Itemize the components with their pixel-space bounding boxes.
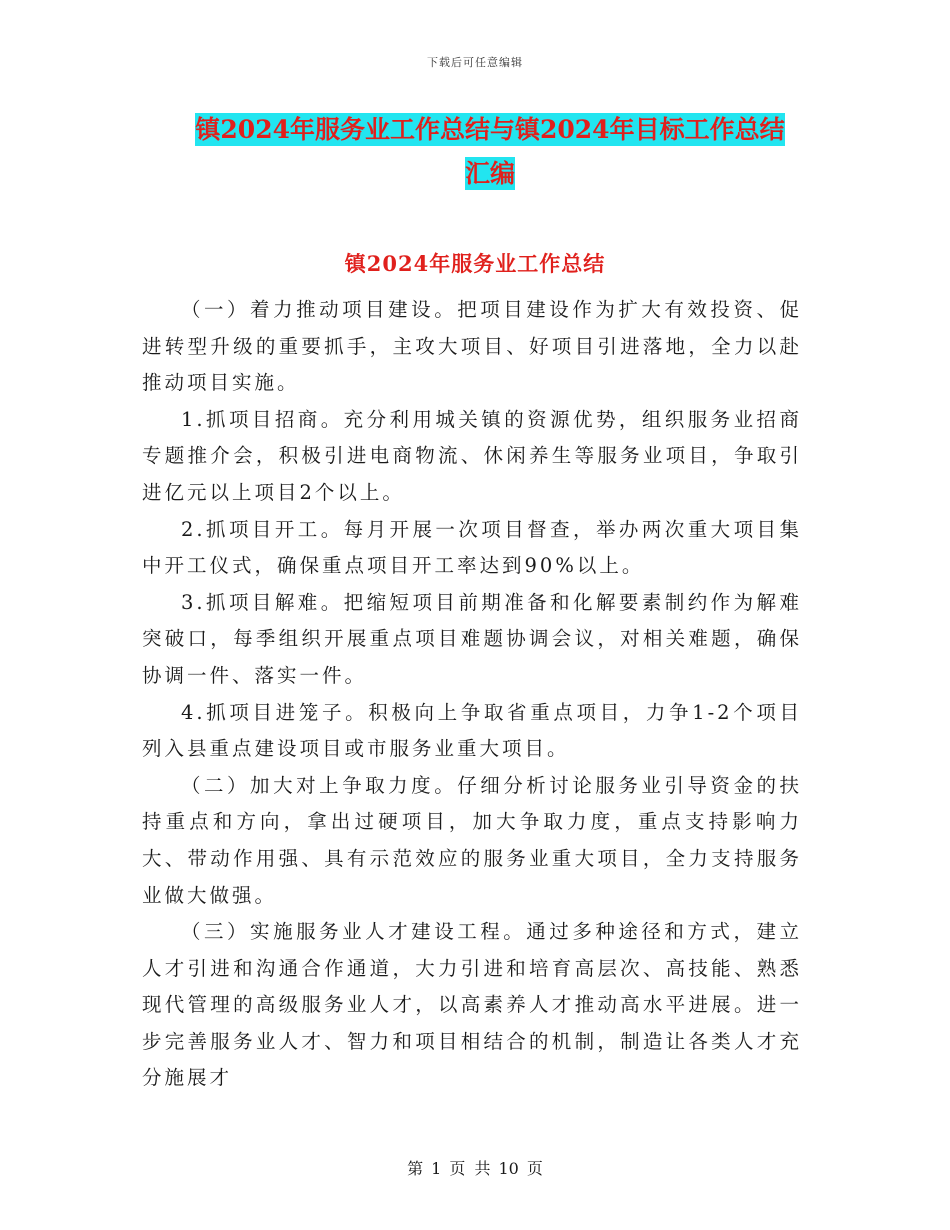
paragraph: 2.抓项目开工。每月开展一次项目督查，举办两次重大项目集中开工仪式，确保重点项目开工率达到90%以上。 (142, 517, 802, 578)
section-title: 镇2024年服务业工作总结 (344, 251, 606, 276)
paragraph: 1.抓项目招商。充分利用城关镇的资源优势，组织服务业招商专题推介会，积极引进电商物流、休闲养生等服务业项目，争取引进亿元以上项目2个以上。 (142, 407, 802, 504)
paragraph: 4.抓项目进笼子。积极向上争取省重点项目，力争1-2个项目列入县重点建设项目或市服务业重大项目。 (142, 700, 802, 761)
footer-prefix: 第 (407, 1159, 424, 1178)
title-line-1: 镇2024年服务业工作总结与镇2024年目标工作总结 (195, 115, 785, 144)
footer-suffix: 页 (526, 1159, 543, 1178)
total-pages: 10 (498, 1159, 519, 1178)
title-line-2: 汇编 (464, 159, 515, 188)
page-footer (0, 1156, 950, 1179)
paragraph: （三）实施服务业人才建设工程。通过多种途径和方式，建立人才引进和沟通合作通道，大力引进和培育高层次、高技能、熟悉现代管理的高级服务业人才，以高素养人才推动高水平进展。进一步完善服务业人才、智力和项目相结合的机制，制造让各类人才充分施展才 (142, 920, 802, 1090)
page-number: 1 (431, 1159, 442, 1178)
header-note: 下载后可任意编辑 (427, 56, 523, 69)
paragraph: 3.抓项目解难。把缩短项目前期准备和化解要素制约作为解难突破口，每季组织开展重点项目难题协调会议，对相关难题，确保协调一件、落实一件。 (142, 590, 802, 687)
paragraph: （一）着力推动项目建设。把项目建设作为扩大有效投资、促进转型升级的重要抓手，主攻大项目、好项目引进落地，全力以赴推动项目实施。 (142, 298, 802, 395)
paragraph: （二）加大对上争取力度。仔细分析讨论服务业引导资金的扶持重点和方向，拿出过硬项目，加大争取力度，重点支持影响力大、带动作用强、具有示范效应的服务业重大项目，全力支持服务业做大做强。 (142, 773, 802, 907)
document-title (140, 108, 840, 196)
footer-middle: 页 共 (449, 1159, 491, 1178)
body-text (142, 292, 802, 1097)
